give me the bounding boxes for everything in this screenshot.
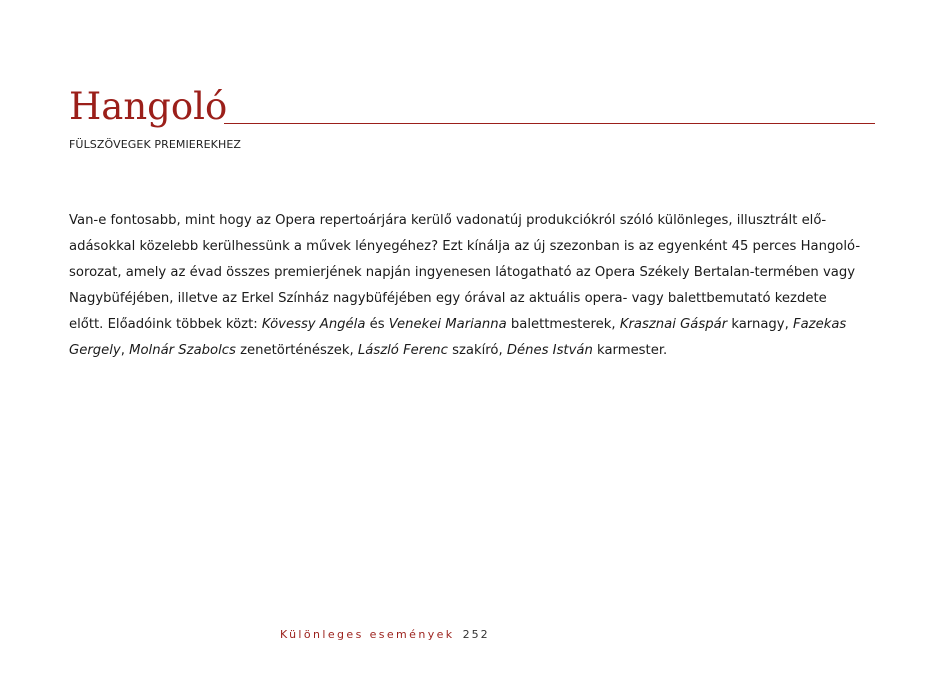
page-title: Hangoló bbox=[69, 85, 228, 128]
body-text-fragment: szakíró, bbox=[447, 343, 507, 358]
body-text-fragment: balettmesterek, bbox=[506, 317, 620, 332]
person-name: Kövessy Angéla bbox=[261, 317, 366, 332]
body-line: Nagybüféjében, illetve az Erkel Színház nagybüféjében egy órával az aktuális opera- vagy balettbemutató kezdete bbox=[69, 291, 827, 306]
body-line: adásokkal közelebb kerülhessünk a művek lényegéhez? Ezt kínálja az új szezonban is az egyenként 45 perces Hangoló- bbox=[69, 239, 861, 254]
body-paragraph bbox=[69, 208, 889, 364]
body-text-fragment: és bbox=[365, 317, 389, 332]
body-text-fragment: , bbox=[120, 343, 130, 358]
body-text-fragment: karnagy, bbox=[727, 317, 793, 332]
body-text-fragment: karmester. bbox=[592, 343, 668, 358]
title-row bbox=[69, 86, 875, 128]
footer-section-title: Különleges események bbox=[280, 628, 455, 641]
person-name: Molnár Szabolcs bbox=[129, 343, 236, 358]
person-name: Venekei Marianna bbox=[388, 317, 507, 332]
body-line: Van-e fontosabb, mint hogy az Opera repertoárjára kerülő vadonatúj produkciókról szóló különleges, illusztrált elő- bbox=[69, 213, 827, 228]
body-line: sorozat, amely az évad összes premierjének napján ingyenesen látogatható az Opera Székely Bertalan-termében vagy bbox=[69, 265, 856, 280]
page-number: 252 bbox=[462, 628, 490, 641]
body-text-fragment: zenetörténészek, bbox=[235, 343, 358, 358]
body-text-fragment: előtt. Előadóink többek közt: bbox=[69, 317, 262, 332]
person-name: Fazekas bbox=[793, 317, 847, 332]
title-rule bbox=[224, 123, 875, 124]
person-name: László Ferenc bbox=[357, 343, 448, 358]
person-name: Gergely bbox=[69, 343, 121, 358]
body-line bbox=[69, 338, 889, 364]
body-line bbox=[69, 312, 889, 338]
person-name: Dénes István bbox=[506, 343, 593, 358]
person-name: Krasznai Gáspár bbox=[619, 317, 728, 332]
page-footer bbox=[280, 627, 490, 643]
page-subtitle: FÜLSZÖVEGEK PREMIEREKHEZ bbox=[69, 138, 242, 151]
